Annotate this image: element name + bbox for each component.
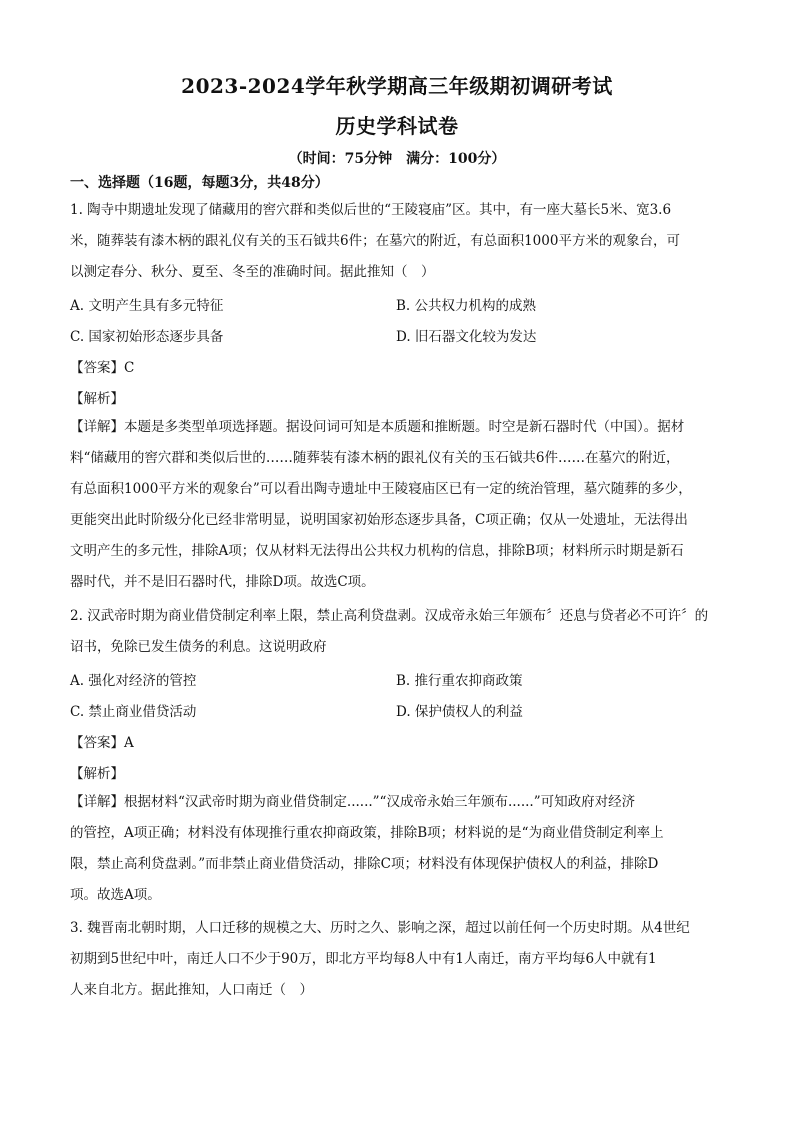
question-2-analysis-label: 【解析】 xyxy=(70,766,124,782)
question-1-option-c[interactable]: C. 国家初始形态逐步具备 xyxy=(70,329,224,345)
detail-label: 【详解】 xyxy=(70,794,124,810)
question-1-analysis-label: 【解析】 xyxy=(70,391,124,407)
exam-title: 2023-2024学年秋学期高三年级期初调研考试 xyxy=(181,74,613,98)
question-2-line: 诏书，免除已发生债务的利息。这说明政府 xyxy=(70,639,327,655)
detail-line: 限，禁止高利贷盘剥。”而非禁止商业借贷活动，排除C项；材料没有体现保护债权人的利益，排除D xyxy=(70,856,659,872)
question-1-line: 1. 陶寺中期遗址发现了储藏用的窖穴群和类似后世的“王陵寝庙”区。其中，有一座大墓长5米、宽3.6 xyxy=(70,202,672,218)
question-2-answer xyxy=(70,731,134,751)
question-3-stem xyxy=(70,913,724,1006)
question-1-option-d[interactable]: D. 旧石器文化较为发达 xyxy=(396,329,537,345)
question-1-detail xyxy=(70,412,730,598)
answer-label: 【答案】 xyxy=(70,735,124,751)
question-1-option-b[interactable]: B. 公共权力机构的成熟 xyxy=(396,298,537,314)
detail-line: 更能突出此时阶级分化已经非常明显，说明国家初始形态逐步具备，C项正确；仅从一处遗址，无法得出 xyxy=(70,512,688,528)
question-2-option-b[interactable]: B. 推行重农抑商政策 xyxy=(396,673,523,689)
question-1-option-a[interactable]: A. 文明产生具有多元特征 xyxy=(70,298,224,314)
detail-line: 项。故选A项。 xyxy=(70,887,161,903)
question-2-line: 2. 汉武帝时期为商业借贷制定利率上限，禁止高利贷盘剥。汉成帝永始三年颁布〞还息与贷者必不可许〞的 xyxy=(70,608,709,624)
question-1-answer xyxy=(70,356,134,376)
question-3-line: 3. 魏晋南北朝时期，人口迁移的规模之大、历时之久、影响之深，超过以前任何一个历史时期。从4世纪 xyxy=(70,920,690,936)
question-2-option-c[interactable]: C. 禁止商业借贷活动 xyxy=(70,704,197,720)
question-1-line: 米，随葬装有漆木柄的跟礼仪有关的玉石钺共6件；在墓穴的附近，有总面积1000平方米的观象台，可 xyxy=(70,233,680,249)
detail-line: 本题是多类型单项选择题。据设问词可知是本质题和推断题。时空是新石器时代（中国）。据材 xyxy=(124,419,685,435)
question-2-stem xyxy=(70,601,724,663)
detail-label: 【详解】 xyxy=(70,419,124,435)
question-1-stem xyxy=(70,195,724,288)
question-2-option-a[interactable]: A. 强化对经济的管控 xyxy=(70,673,197,689)
detail-line: 器时代，并不是旧石器时代，排除D项。故选C项。 xyxy=(70,574,375,590)
question-2-detail xyxy=(70,787,730,911)
answer-value: A xyxy=(124,735,134,751)
question-3-line: 人来自北方。据此推知，人口南迁（ ） xyxy=(70,982,313,998)
detail-line: 的管控，A项正确；材料没有体现推行重农抑商政策，排除B项；材料说的是“为商业借贷制定利率上 xyxy=(70,825,664,841)
answer-value: C xyxy=(124,360,135,376)
question-1-line: 以测定春分、秋分、夏至、冬至的准确时间。据此推知（ ） xyxy=(70,264,435,280)
detail-line: 有总面积1000平方米的观象台”可以看出陶寺遗址中王陵寝庙区已有一定的统治管理，墓穴随葬的多少， xyxy=(70,481,692,497)
question-3-line: 初期到5世纪中叶，南迁人口不少于90万，即北方平均每8人中有1人南迁，南方平均每6人中就有1 xyxy=(70,951,657,967)
time-info: （时间：75分钟 满分：100分） xyxy=(288,151,506,167)
detail-line: 料“储藏用的窖穴群和类似后世的……随葬装有漆木柄的跟礼仪有关的玉石钺共6件……在墓穴的附近， xyxy=(70,450,680,466)
section-heading: 一、选择题（16题，每题3分，共48分） xyxy=(70,175,329,191)
detail-line: 根据材料“汉武帝时期为商业借贷制定......”“汉成帝永始三年颁布......”可知政府对经济 xyxy=(124,794,636,810)
detail-line: 文明产生的多元性，排除A项；仅从材料无法得出公共权力机构的信息，排除B项；材料所示时期是新石 xyxy=(70,543,684,559)
exam-subtitle: 历史学科试卷 xyxy=(335,114,459,138)
answer-label: 【答案】 xyxy=(70,360,124,376)
question-2-option-d[interactable]: D. 保护债权人的利益 xyxy=(396,704,523,720)
